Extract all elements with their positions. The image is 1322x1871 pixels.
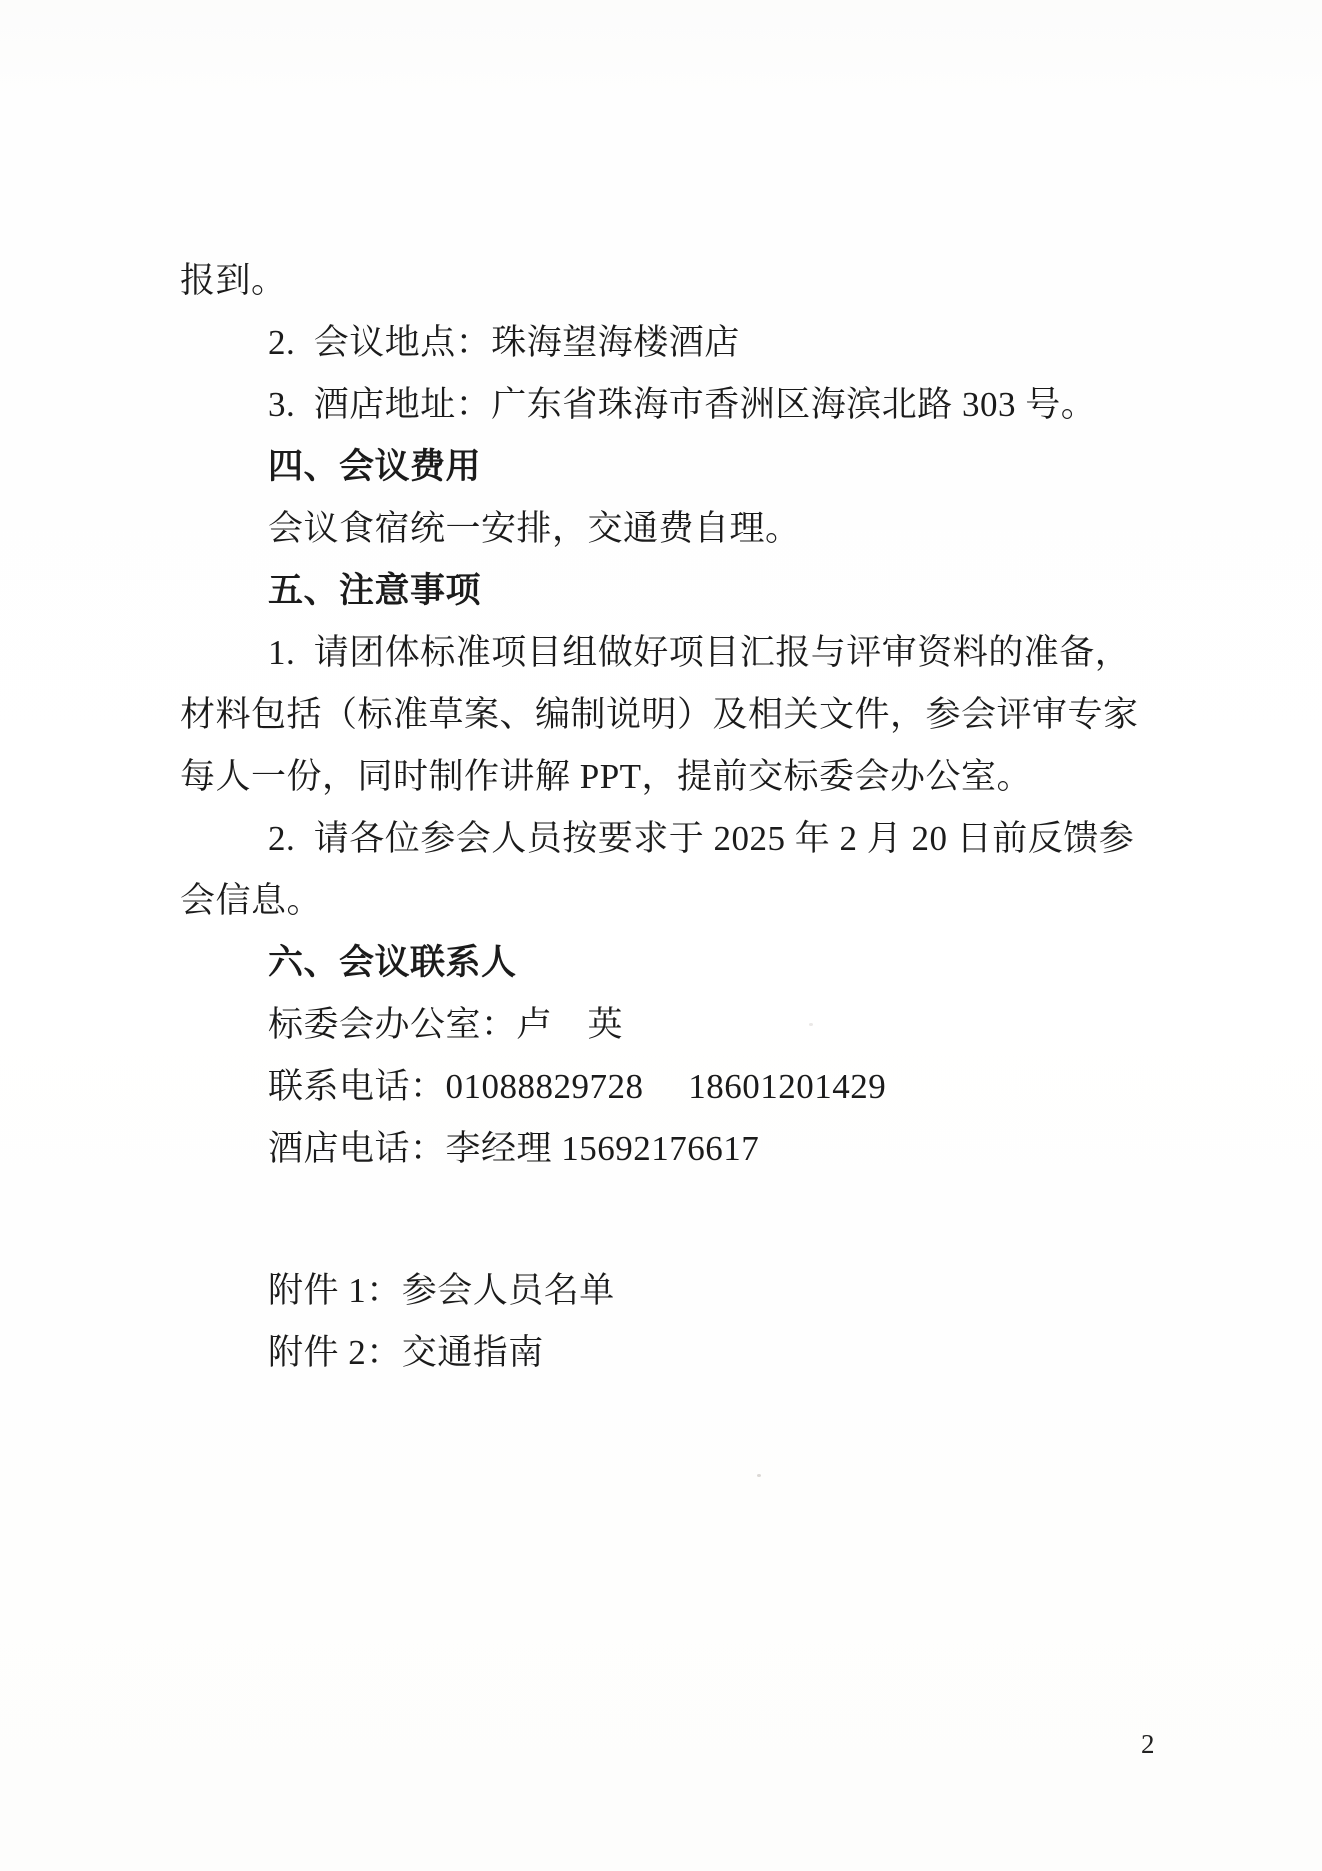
line-contact-phone: 联系电话：01088829728 18601201429	[268, 1067, 887, 1106]
heading-meeting-fees: 四、会议费用	[268, 447, 482, 486]
line-report-arrival-tail: 报到。	[180, 261, 287, 300]
document-body	[180, 250, 1190, 1384]
line-fees-detail: 会议食宿统一安排，交通费自理。	[268, 509, 801, 548]
line-attachment-1: 附件 1：参会人员名单	[268, 1271, 615, 1310]
blank-line-spacer	[180, 1180, 1190, 1260]
line-hotel-phone: 酒店电话：李经理 15692176617	[268, 1129, 760, 1168]
line-note2-part1: 2. 请各位参会人员按要求于 2025 年 2 月 20 日前反馈参	[268, 819, 1135, 858]
line-note1-part3: 每人一份，同时制作讲解 PPT，提前交标委会办公室。	[180, 757, 1033, 796]
scan-speck	[757, 1474, 761, 1477]
line-attachment-2: 附件 2：交通指南	[268, 1333, 544, 1372]
heading-contacts: 六、会议联系人	[268, 943, 517, 982]
scan-speck	[809, 1023, 813, 1026]
page-number: 2	[1141, 1729, 1155, 1759]
line-hotel-address: 3. 酒店地址：广东省珠海市香洲区海滨北路 303 号。	[268, 385, 1097, 424]
line-meeting-venue: 2. 会议地点：珠海望海楼酒店	[268, 323, 740, 362]
line-note1-part1: 1. 请团体标准项目组做好项目汇报与评审资料的准备，	[268, 633, 1131, 672]
line-note2-part2: 会信息。	[180, 881, 323, 920]
line-note1-part2: 材料包括（标准草案、编制说明）及相关文件，参会评审专家	[180, 695, 1139, 734]
line-contact-office: 标委会办公室：卢 英	[268, 1005, 624, 1044]
heading-notes: 五、注意事项	[268, 571, 482, 610]
